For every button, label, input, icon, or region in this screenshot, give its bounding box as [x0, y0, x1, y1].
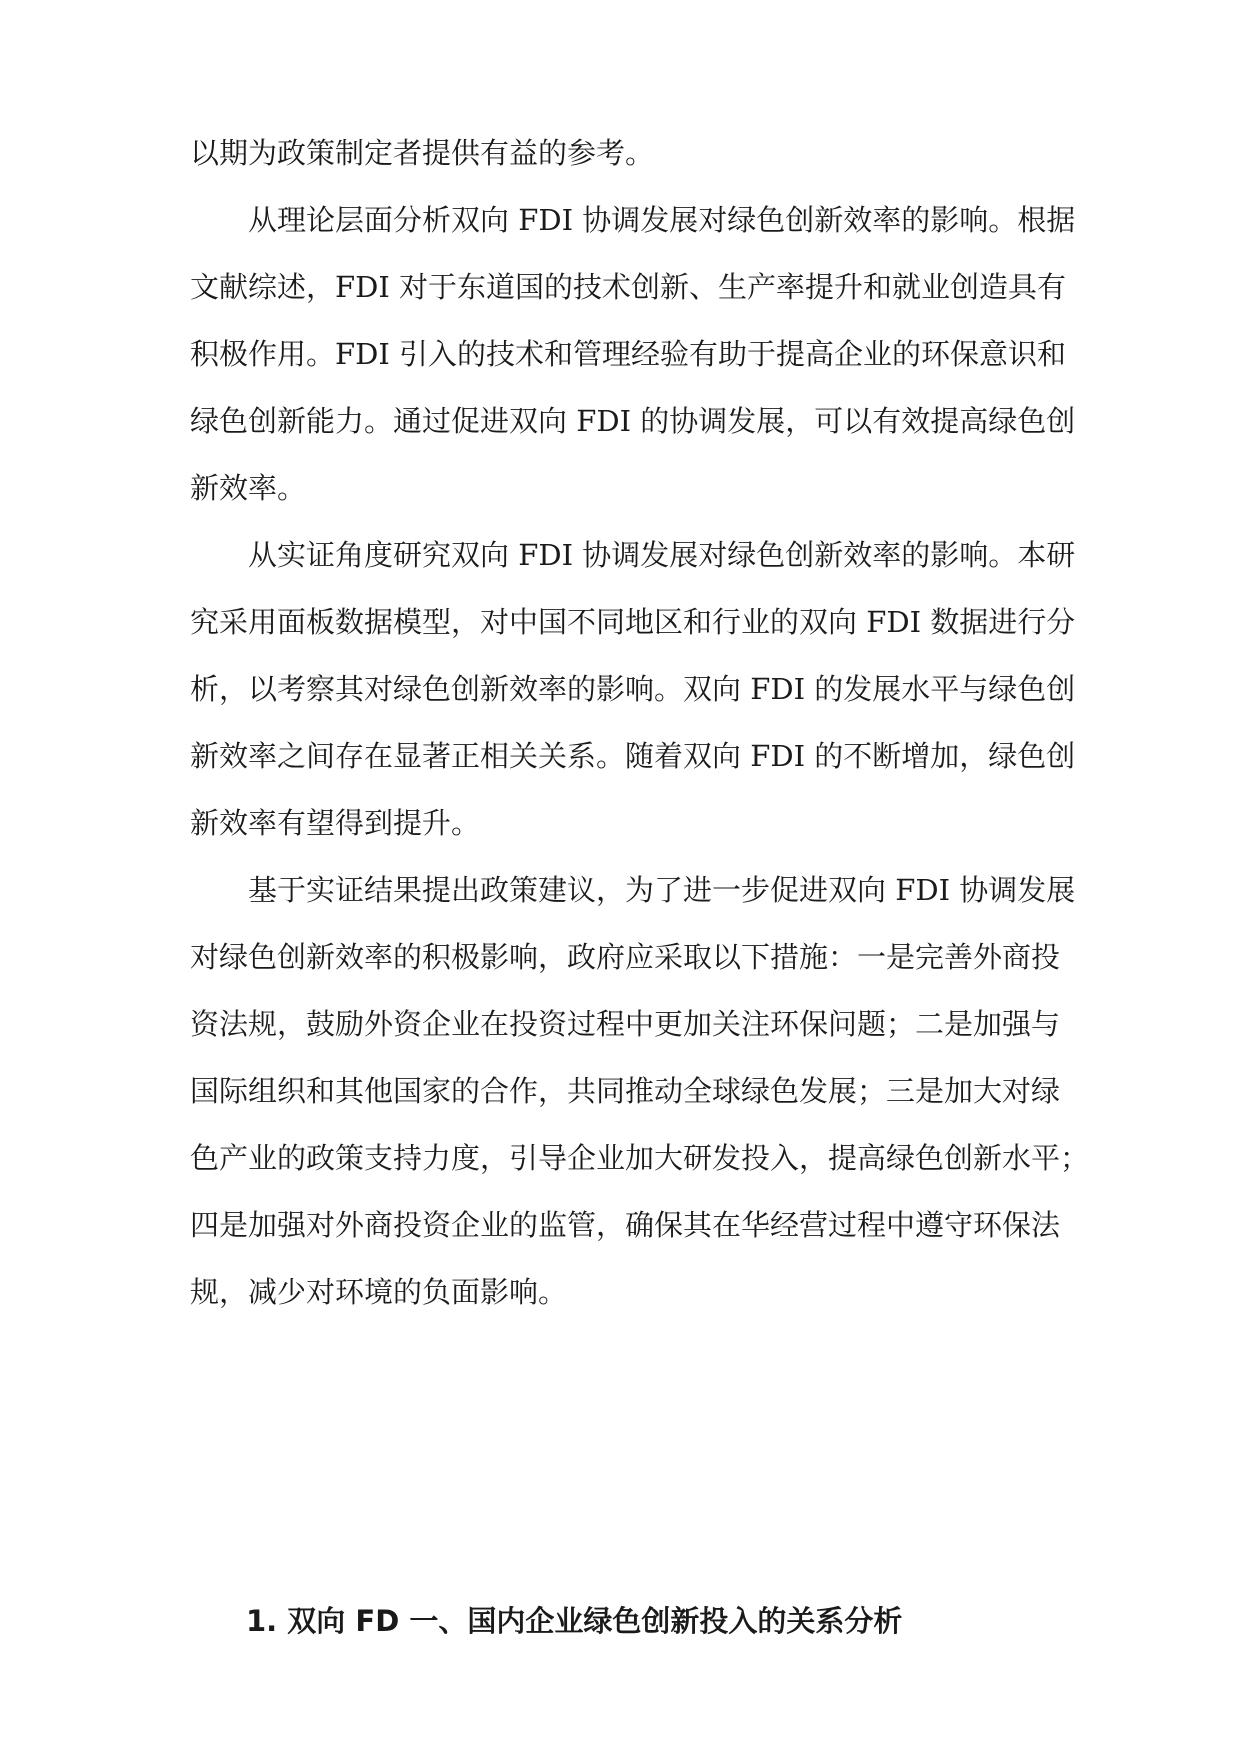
- paragraph-4-line-1: 基于实证结果提出政策建议，为了进一步促进双向 FDI 协调发展: [248, 873, 1076, 907]
- paragraph-2-line-1: 从理论层面分析双向 FDI 协调发展对绿色创新效率的影响。根据: [248, 203, 1076, 237]
- section-heading: 1. 双向 FD 一、国内企业绿色创新投入的关系分析: [246, 1604, 903, 1638]
- paragraph-2-line-4: 绿色创新能力。通过促进双向 FDI 的协调发展，可以有效提高绿色创: [190, 404, 1076, 438]
- paragraph-2-line-3: 积极作用。FDI 引入的技术和管理经验有助于提高企业的环保意识和: [190, 337, 1067, 371]
- paragraph-2-line-2: 文献综述，FDI 对于东道国的技术创新、生产率提升和就业创造具有: [190, 270, 1067, 304]
- paragraph-3-line-5: 新效率有望得到提升。: [190, 806, 481, 840]
- paragraph-4-line-2: 对绿色创新效率的积极影响，政府应采取以下措施：一是完善外商投: [190, 940, 1061, 974]
- paragraph-4-line-5: 色产业的政策支持力度，引导企业加大研发投入，提高绿色创新水平；: [190, 1141, 1090, 1175]
- paragraph-3-line-1: 从实证角度研究双向 FDI 协调发展对绿色创新效率的影响。本研: [248, 538, 1076, 572]
- paragraph-3-line-3: 析，以考察其对绿色创新效率的影响。双向 FDI 的发展水平与绿色创: [190, 672, 1076, 706]
- paragraph-3-line-2: 究采用面板数据模型，对中国不同地区和行业的双向 FDI 数据进行分: [190, 605, 1076, 639]
- paragraph-4-line-6: 四是加强对外商投资企业的监管，确保其在华经营过程中遵守环保法: [190, 1208, 1061, 1242]
- paragraph-2-line-5: 新效率。: [190, 471, 307, 505]
- paragraph-1-line-1: 以期为政策制定者提供有益的参考。: [190, 136, 655, 170]
- paragraph-4-line-3: 资法规，鼓励外资企业在投资过程中更加关注环保问题；二是加强与: [190, 1007, 1061, 1041]
- paragraph-3-line-4: 新效率之间存在显著正相关关系。随着双向 FDI 的不断增加，绿色创: [190, 739, 1076, 773]
- paragraph-4-line-7: 规，减少对环境的负面影响。: [190, 1275, 568, 1309]
- paragraph-4-line-4: 国际组织和其他国家的合作，共同推动全球绿色发展；三是加大对绿: [190, 1074, 1061, 1108]
